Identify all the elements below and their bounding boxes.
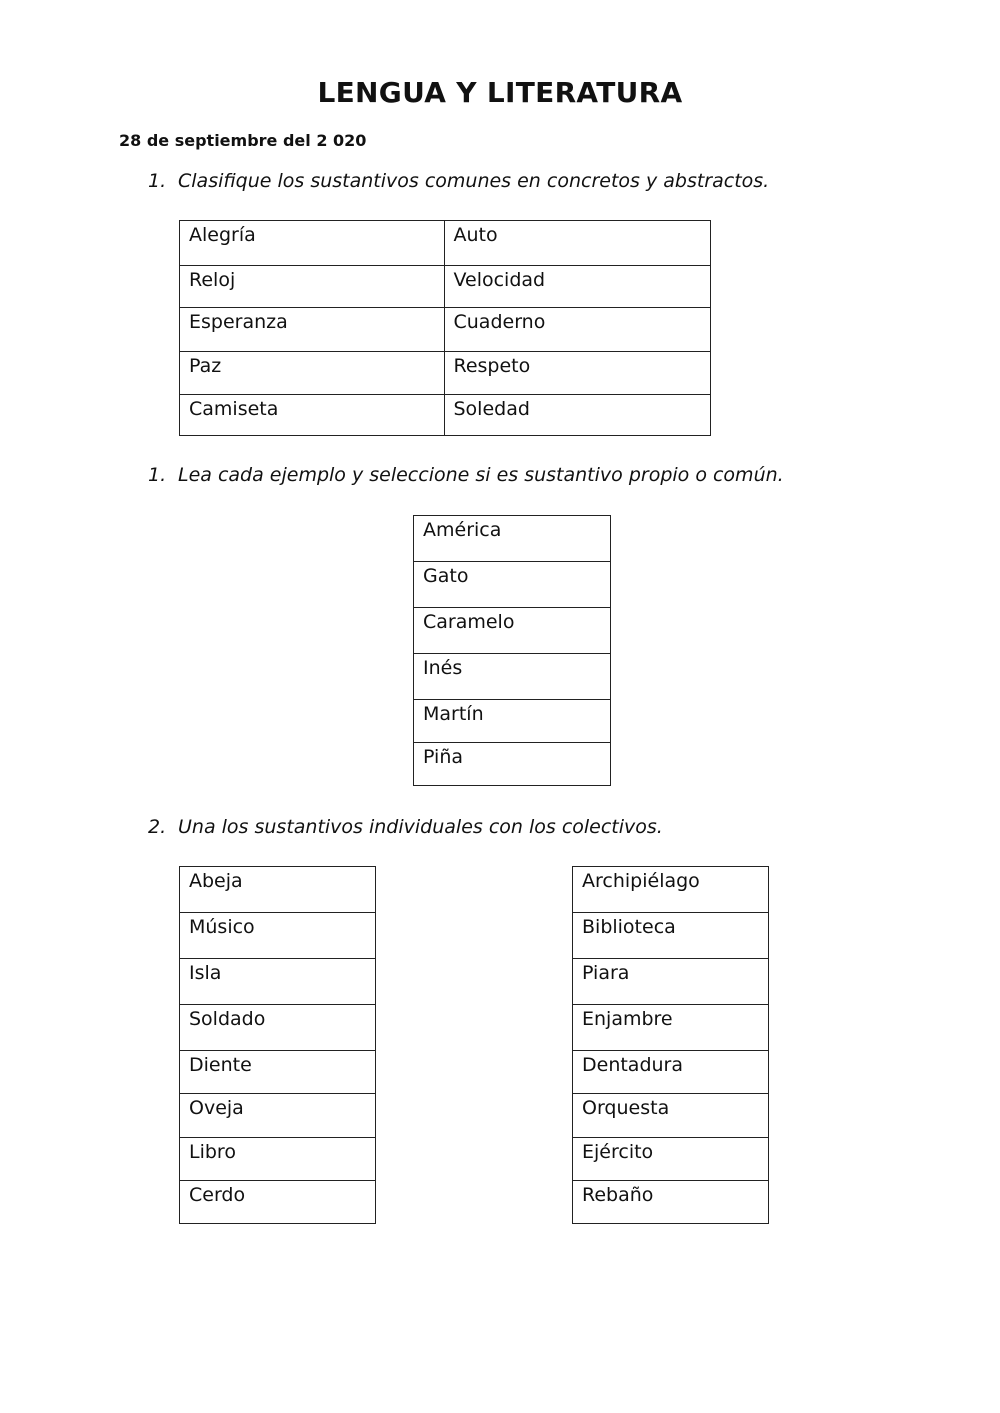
table-cell: Ejército xyxy=(573,1138,769,1181)
table-cell: Respeto xyxy=(444,352,711,395)
table-row xyxy=(180,959,376,1005)
table-cell: Isla xyxy=(180,959,376,1005)
table-row xyxy=(573,1051,769,1094)
table-cell: Paz xyxy=(180,352,445,395)
table-row xyxy=(180,221,711,266)
q1-text: Clasifique los sustantivos comunes en concretos y abstractos. xyxy=(178,170,770,192)
table-cell: Piara xyxy=(573,959,769,1005)
table-row xyxy=(180,395,711,436)
table-cell: Auto xyxy=(444,221,711,266)
q2-number: 1. xyxy=(148,464,167,486)
table-cell: Esperanza xyxy=(180,308,445,352)
table-row xyxy=(573,1181,769,1224)
table-cell: Caramelo xyxy=(414,608,611,654)
table-cell: Dentadura xyxy=(573,1051,769,1094)
table-cell: Rebaño xyxy=(573,1181,769,1224)
table-row xyxy=(180,1005,376,1051)
table-row xyxy=(180,867,376,913)
table-row xyxy=(180,308,711,352)
table-cell: Orquesta xyxy=(573,1094,769,1138)
table-cell: Abeja xyxy=(180,867,376,913)
table-row xyxy=(414,743,611,786)
table-row xyxy=(180,1051,376,1094)
table-cell: Biblioteca xyxy=(573,913,769,959)
table-cell: América xyxy=(414,516,611,562)
table-cell: Soldado xyxy=(180,1005,376,1051)
table-row xyxy=(414,562,611,608)
table-row xyxy=(573,1005,769,1051)
q3-number: 2. xyxy=(148,816,167,838)
table-row xyxy=(573,913,769,959)
q3-text: Una los sustantivos individuales con los colectivos. xyxy=(178,816,663,838)
table-cell: Cerdo xyxy=(180,1181,376,1224)
q3-collective-table xyxy=(572,866,769,1224)
table-cell: Gato xyxy=(414,562,611,608)
table-row xyxy=(573,959,769,1005)
table-row xyxy=(180,266,711,308)
q2-table xyxy=(413,515,611,786)
table-cell: Cuaderno xyxy=(444,308,711,352)
table-cell: Reloj xyxy=(180,266,445,308)
table-row xyxy=(573,867,769,913)
table-cell: Camiseta xyxy=(180,395,445,436)
table-cell: Archipiélago xyxy=(573,867,769,913)
table-cell: Alegría xyxy=(180,221,445,266)
table-row xyxy=(180,1094,376,1138)
table-row xyxy=(180,1181,376,1224)
table-cell: Oveja xyxy=(180,1094,376,1138)
table-cell: Soledad xyxy=(444,395,711,436)
q1-number: 1. xyxy=(148,170,167,192)
table-cell: Martín xyxy=(414,700,611,743)
q3-individual-table xyxy=(179,866,376,1224)
date-line: 28 de septiembre del 2 020 xyxy=(119,131,367,150)
table-row xyxy=(414,654,611,700)
table-row xyxy=(573,1094,769,1138)
table-row xyxy=(414,700,611,743)
table-row xyxy=(180,1138,376,1181)
table-cell: Diente xyxy=(180,1051,376,1094)
table-row xyxy=(180,352,711,395)
table-cell: Velocidad xyxy=(444,266,711,308)
table-cell: Enjambre xyxy=(573,1005,769,1051)
table-cell: Inés xyxy=(414,654,611,700)
table-row xyxy=(414,608,611,654)
table-cell: Libro xyxy=(180,1138,376,1181)
table-cell: Piña xyxy=(414,743,611,786)
table-row xyxy=(573,1138,769,1181)
q2-text: Lea cada ejemplo y seleccione si es sustantivo propio o común. xyxy=(178,464,784,486)
q1-table xyxy=(179,220,711,436)
table-row xyxy=(414,516,611,562)
table-cell: Músico xyxy=(180,913,376,959)
page-title: LENGUA Y LITERATURA xyxy=(317,76,683,109)
table-row xyxy=(180,913,376,959)
